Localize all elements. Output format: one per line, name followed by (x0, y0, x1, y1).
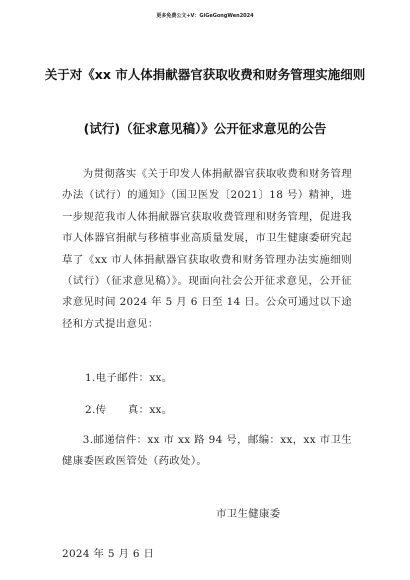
contact-item-fax: 2.传 真：xx。 (85, 404, 173, 416)
document-title-line-2: (试行)（征求意见稿）》公开征求意见的公告 (83, 121, 327, 136)
contact-item-email: 1.电子邮件：xx。 (85, 372, 173, 384)
body-paragraph: 为贯彻落实《关于印发人体捐献器官获取收费和财务管理办法（试行）的通知》（国卫医发〔2021〕18 号）精神，进一步规范我市人体捐献器官获取收费管理和财务管理，促进我市人体器官捐献与移植事业高质量发展，市卫生健康委研究起草了《xx 市人体捐献器官获取收费和财务管理办法实施细则（试行）（征求意见稿）》。现面向社会公开征求意见，公开征求意见时间 2024 年 5 月 6 日至 14 日。公众可通过以下途径和方式提出意见： (62, 168, 352, 330)
header-watermark-note: 更多免费公文+V：GiGeGongWen2024 (156, 13, 254, 19)
contact-item-mail: 3.邮递信件：xx 市 xx 路 94 号，邮编：xx，xx 市卫生健康委医政医管处（药政处）。 (62, 434, 352, 468)
signer-name: 市卫生健康委 (216, 508, 281, 520)
document-title-line-1: 关于对《xx 市人体捐献器官获取收费和财务管理实施细则 (44, 67, 366, 82)
signature-date: 2024 年 5 月 6 日 (62, 548, 155, 560)
